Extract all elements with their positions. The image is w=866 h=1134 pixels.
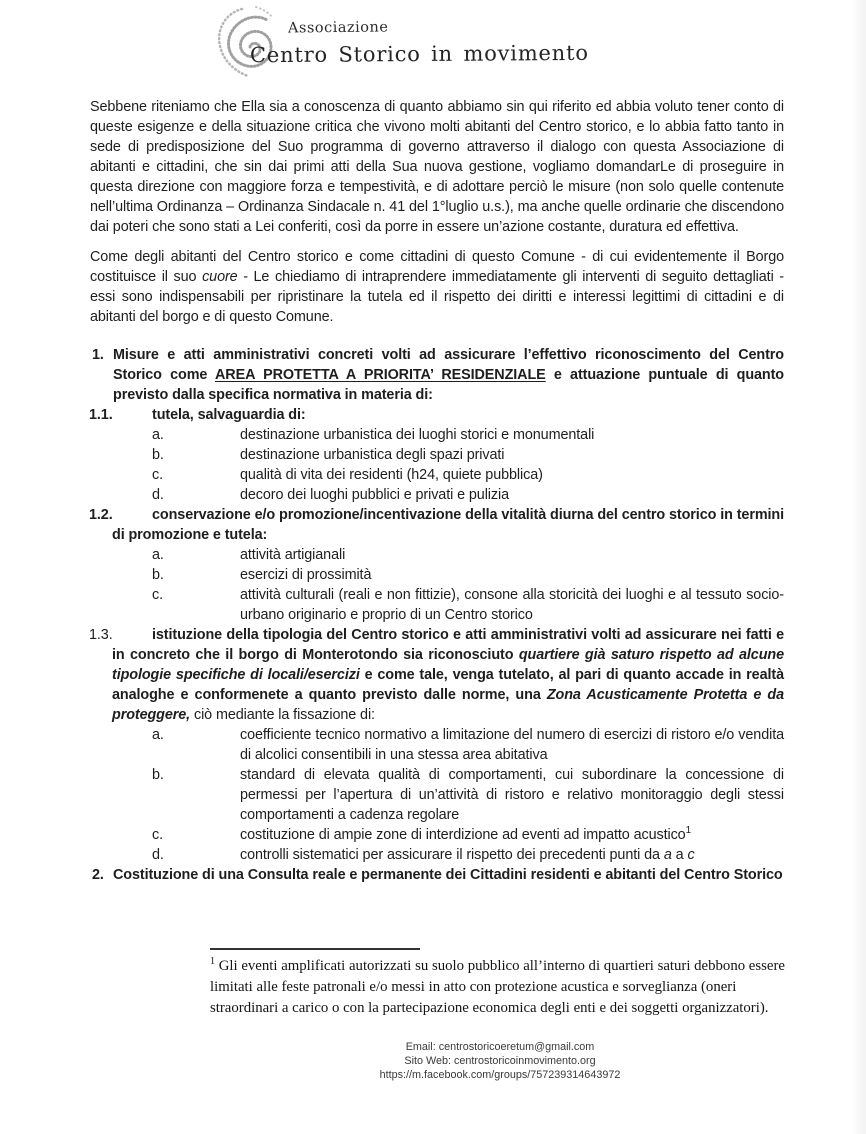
- list-item-letter: a.: [152, 727, 164, 743]
- list-item-letter: c.: [152, 467, 163, 483]
- list-item-text: Costituzione di una Consulta reale e permanente dei Cittadini residenti e abitanti del Centro Storico: [113, 867, 783, 883]
- list-item-letter: d.: [152, 487, 164, 503]
- list-item-1-1: [90, 405, 784, 425]
- list-item-text: destinazione urbanistica dei luoghi storici e monumentali: [240, 427, 595, 443]
- list-item-text: istituzione della tipologia del Centro storico e atti amministrativi volti ad assicurare nei fatti e in concreto che il borgo di Monterotondo sia riconosciuto quartiere già saturo rispetto ad alcune tipologie specifiche di locali/esercizi e come tale, venga tutelato, al pari di quanto accade in realtà analoghe e conformenete a quanto previsto dalle norme, una Zona Acusticamente Protetta e da proteggere, ciò mediante la fissazione di:: [112, 627, 784, 723]
- footnote-block: [210, 948, 795, 1019]
- association-label: Associazione: [287, 19, 389, 37]
- list-item-text: qualità di vita dei residenti (h24, quiete pubblica): [240, 467, 543, 483]
- list-item-text: attività artigianali: [240, 547, 346, 563]
- list-item-letter: a.: [152, 547, 164, 563]
- footnote-text: $^1$ Gli eventi amplificati autorizzati su suolo pubblico all’interno di quartieri saturi debbono essere limitati alle feste patronali e/o messi in atto con protezione acustica e sorveglianza (oneri straordinari a carico o con la partecipazione economica degli enti e dei soggetti organizzatori).: [210, 956, 785, 1016]
- list-item-1-1-c: [152, 465, 784, 485]
- list-item-1-2: [90, 505, 784, 545]
- contact-facebook-url: https://m.facebook.com/groups/757239314643972: [379, 1069, 621, 1081]
- list-item-letter: c.: [152, 587, 163, 603]
- contact-email: Email: centrostoricoeretum@gmail.com: [405, 1041, 595, 1053]
- list-item-1-3: [90, 625, 784, 725]
- list-item-1-3-d: [152, 845, 784, 865]
- list-item-1: [90, 345, 784, 405]
- list-item-1-1-d: [152, 485, 784, 505]
- scan-edge-shading: [852, 0, 866, 1134]
- list-item-1-1-b: [152, 445, 784, 465]
- list-item-1-3-c: [152, 825, 784, 845]
- list-item-2: [90, 865, 784, 885]
- list-item-1-3-a: [152, 725, 784, 765]
- list-item-text: Misure e atti amministrativi concreti volti ad assicurare l’effettivo riconoscimento del Centro Storico come AREA PROTETTA A PRIORITA’ RESIDENZIALE e attuazione puntuale di quanto previsto dalla specifica normativa in materia di:: [113, 347, 784, 403]
- letterhead: [212, 0, 692, 88]
- list-item-text: destinazione urbanistica degli spazi privati: [240, 447, 505, 463]
- list-item-1-3-b: [152, 765, 784, 825]
- list-item-1-2-b: [152, 565, 784, 585]
- list-item-number: 1.2.: [89, 507, 113, 523]
- list-item-letter: b.: [152, 567, 164, 583]
- footnote-separator: [210, 948, 420, 950]
- requests-list: [90, 345, 784, 885]
- list-item-letter: b.: [152, 447, 164, 463]
- list-item-number: 1.: [92, 347, 104, 363]
- list-item-letter: d.: [152, 847, 164, 863]
- list-item-text: esercizi di prossimità: [240, 567, 372, 583]
- paragraph-premise: Sebbene riteniamo che Ella sia a conoscenza di quanto abbiamo sin qui riferito ed abbia voluto tener conto di queste esigenze e della situazione critica che vivono molti abitanti del Centro storico, e lo abbia fatto tanto in sede di predisposizione del Suo programma di governo attraverso il dialogo con questa Associazione di abitanti e cittadini, che sin dai primi atti della Sua nuova gestione, vogliamo domandarLe di proseguire in questa direzione con maggiore forza e tempestività, e di adottare perciò le misure (non solo quelle contenute nell’ultima Ordinanza – Ordinanza Sindacale n. 41 del 1°luglio u.s.), ma anche quelle ordinarie che discendono dai poteri che sono stati a Lei conferiti, così da porre in essere un’azione costante, duratura ed effettiva.: [90, 99, 784, 235]
- list-item-text: tutela, salvaguardia di:: [152, 407, 306, 423]
- list-item-text: costituzione di ampie zone di interdizione ad eventi ad impatto acustico$^1$: [240, 825, 691, 843]
- list-item-letter: b.: [152, 767, 164, 783]
- list-item-1-2-c: [152, 585, 784, 625]
- association-name: Centro Storico in movimento: [249, 40, 589, 68]
- contact-footer: [200, 1040, 800, 1082]
- list-item-number: 2.: [92, 867, 104, 883]
- list-item-text: conservazione e/o promozione/incentivazione della vitalità diurna del centro storico in termini di promozione e tutela:: [112, 507, 784, 543]
- letter-body: [90, 97, 784, 885]
- list-item-text: controlli sistematici per assicurare il rispetto dei precedenti punti da a a c: [240, 847, 695, 863]
- list-item-text: standard di elevata qualità di comportamenti, cui subordinare la concessione di permessi per l’apertura di un’attività di ristoro e relativo monitoraggio degli stessi comportamenti a cadenza regolare: [240, 767, 784, 823]
- list-item-number: 1.3.: [89, 627, 113, 643]
- list-item-text: attività culturali (reali e non fittizie), consone alla storicità dei luoghi e al tessuto socio-urbano originario e proprio di un Centro storico: [240, 587, 784, 623]
- list-item-1-1-a: [152, 425, 784, 445]
- paragraph-request: Come degli abitanti del Centro storico e come cittadini di questo Comune - di cui evidentemente il Borgo costituisce il suo cuore - Le chiediamo di intraprendere immediatamente gli interventi di seguito dettagliati - essi sono indispensabili per ripristinare la tutela ed il rispetto dei diritti e interessi legittimi di cittadini e di abitanti del borgo e di questo Comune.: [90, 249, 785, 325]
- list-item-text: decoro dei luoghi pubblici e privati e pulizia: [240, 487, 509, 503]
- list-item-1-2-a: [152, 545, 784, 565]
- list-item-letter: c.: [152, 827, 163, 843]
- list-item-letter: a.: [152, 427, 164, 443]
- contact-website: Sito Web: centrostoricoinmovimento.org: [404, 1055, 596, 1067]
- list-item-text: coefficiente tecnico normativo a limitazione del numero di esercizi di ristoro e/o vendita di alcolici consentibili in una stessa area abitativa: [240, 727, 784, 763]
- list-item-number: 1.1.: [89, 407, 113, 423]
